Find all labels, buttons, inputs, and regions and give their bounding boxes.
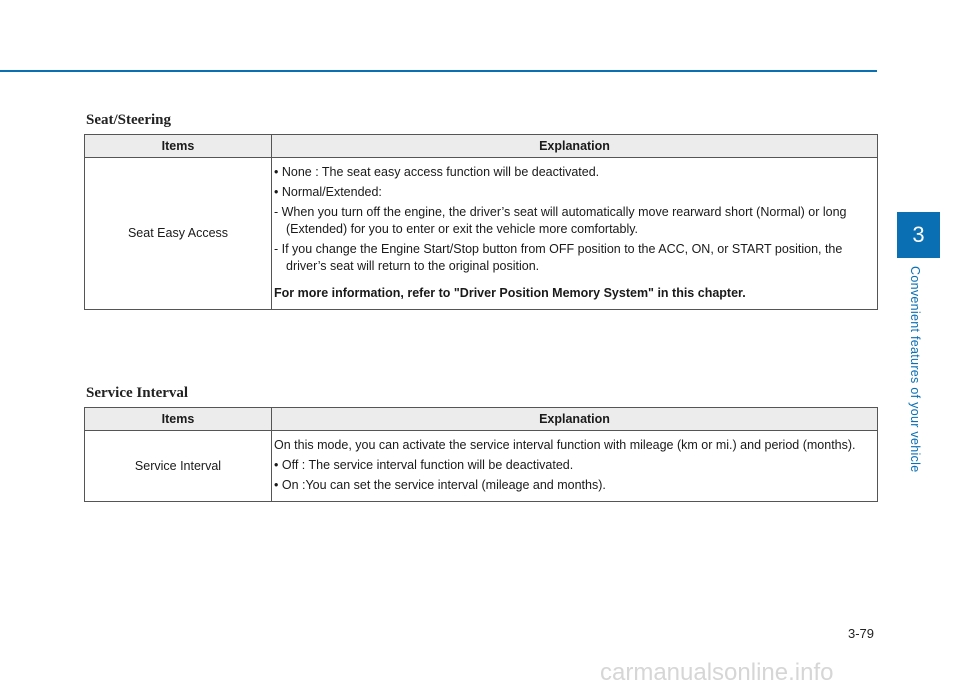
explanation-cell [272,431,878,502]
header-rule [0,70,877,72]
explanation-line: - If you change the Engine Start/Stop button from OFF position to the ACC, ON, or START position, the driver’s seat will return to the original position. [274,242,843,273]
service-interval-table [84,407,878,502]
table-row [85,431,878,502]
seat-steering-table [84,134,878,310]
explanation-line: - When you turn off the engine, the driver’s seat will automatically move rearward short (Normal) or long (Extended) for you to enter or exit the vehicle more comfortably. [274,205,847,236]
column-header-items: Items [85,135,272,158]
explanation-note: For more information, refer to "Driver Position Memory System" in this chapter. [274,286,746,300]
column-header-explanation: Explanation [272,135,878,158]
explanation-line: • None : The seat easy access function will be deactivated. [274,165,600,179]
column-header-explanation: Explanation [272,408,878,431]
column-header-items: Items [85,408,272,431]
explanation-cell [272,158,878,310]
explanation-line: • On :You can set the service interval (mileage and months). [274,478,606,492]
chapter-number-tab: 3 [897,212,940,258]
chapter-title: Convenient features of your vehicle [908,266,922,473]
item-cell: Service Interval [85,431,272,502]
section-heading-seat-steering: Seat/Steering [86,112,171,128]
explanation-line: • Off : The service interval function will be deactivated. [274,458,574,472]
table-row [85,158,878,310]
section-heading-service-interval: Service Interval [86,385,189,401]
watermark: carmanualsonline.info [600,659,834,686]
page-number: 3-79 [848,626,875,641]
explanation-line: • Normal/Extended: [274,185,382,199]
explanation-line: On this mode, you can activate the service interval function with mileage (km or mi.) and period (months). [274,438,856,452]
item-cell: Seat Easy Access [85,158,272,310]
